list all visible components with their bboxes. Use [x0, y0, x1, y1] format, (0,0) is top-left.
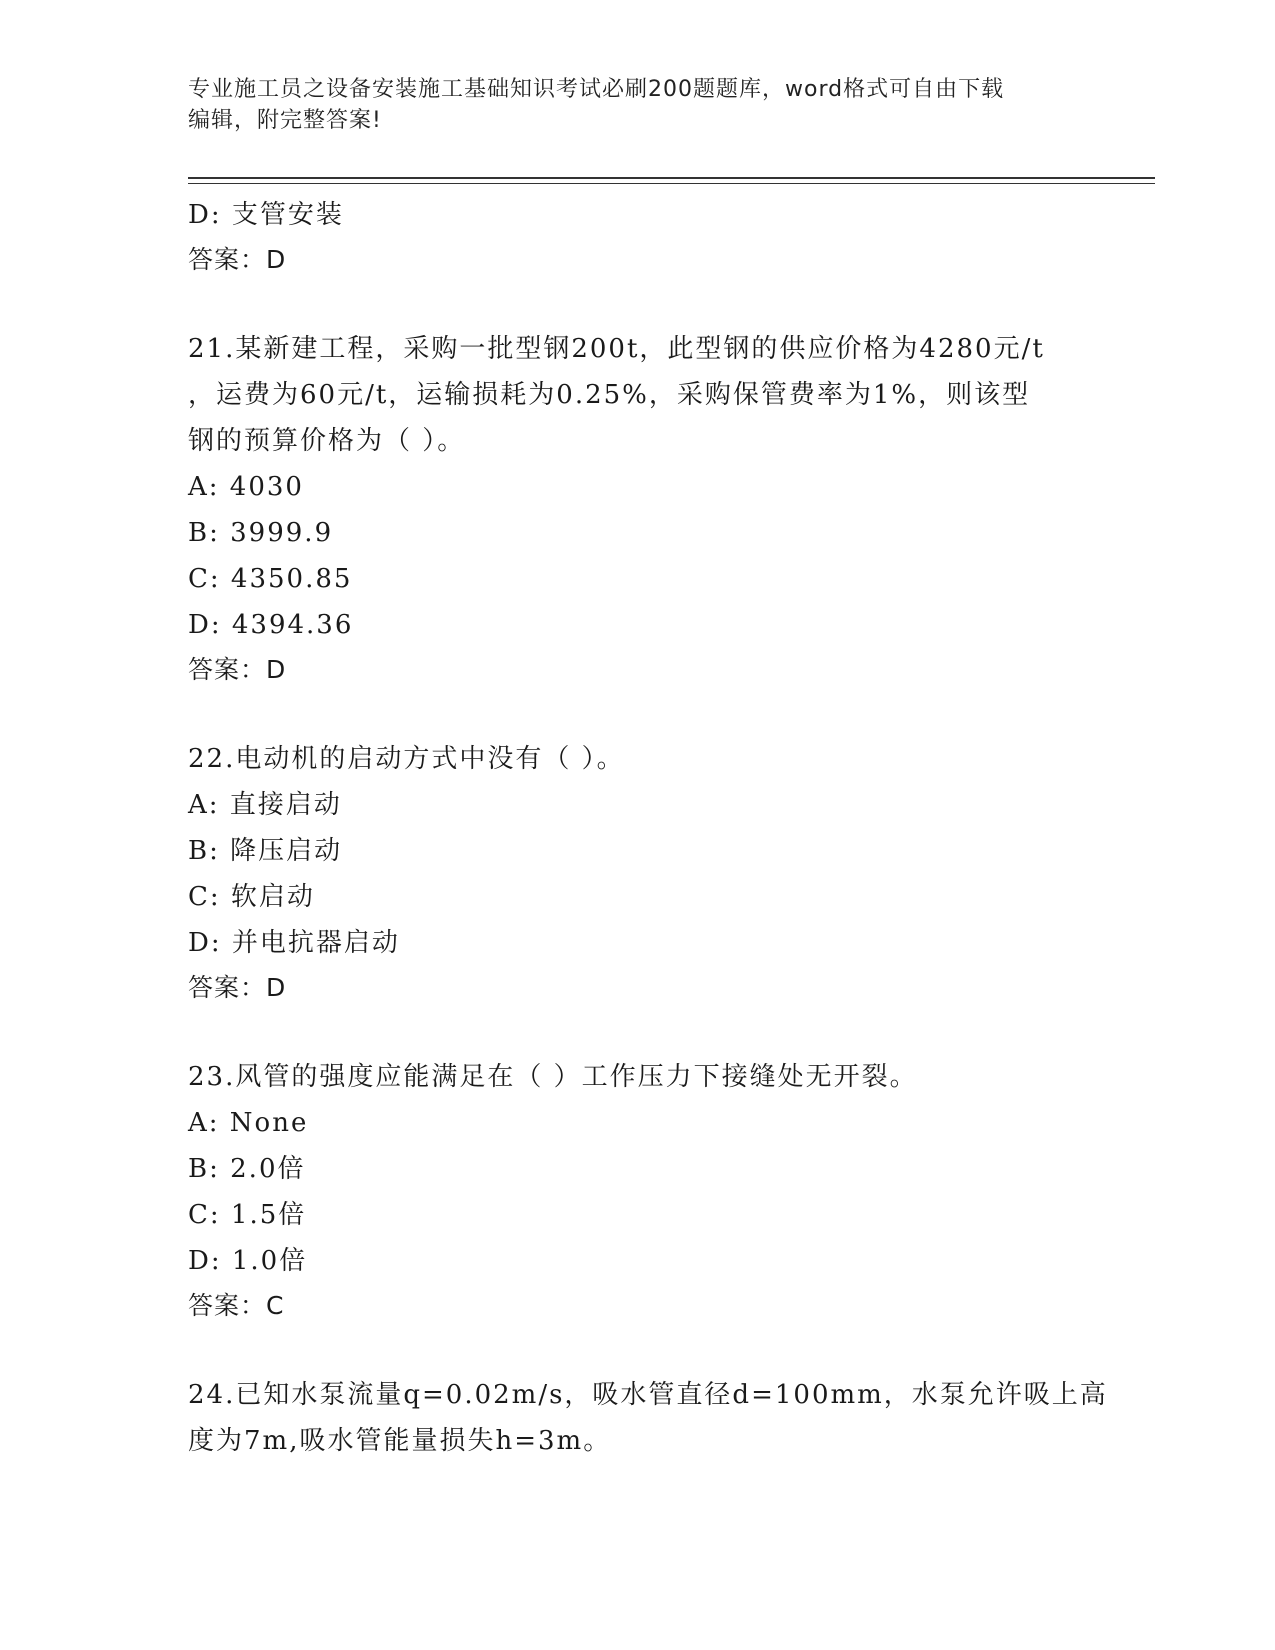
option-a: A: 直接启动 — [188, 790, 342, 820]
prev-answer: 答案：D — [188, 245, 287, 274]
spacer — [188, 282, 1088, 326]
question-stem-line: 22.电动机的启动方式中没有（ ）。 — [188, 744, 625, 774]
question-content — [188, 192, 1108, 1464]
answer: 答案：C — [188, 1291, 285, 1320]
question-22 — [188, 736, 1088, 1010]
question-23 — [188, 1054, 1088, 1328]
option-d: D: 1.0倍 — [188, 1246, 308, 1276]
option-c: C: 软启动 — [188, 882, 315, 912]
option-a: A: None — [188, 1108, 309, 1138]
option-c: C: 1.5倍 — [188, 1200, 307, 1230]
question-stem-line: 钢的预算价格为（ ）。 — [188, 426, 466, 456]
question-24 — [188, 1372, 1108, 1464]
question-stem-line: 24.已知水泵流量q=0.02m/s，吸水管直径d=100mm，水泵允许吸上高 — [188, 1380, 1108, 1410]
spacer — [188, 1010, 1088, 1054]
option-c: C: 4350.85 — [188, 564, 353, 594]
document-header — [188, 74, 1088, 136]
option-b: B: 降压启动 — [188, 836, 343, 866]
spacer — [188, 1328, 1088, 1372]
option-d: D: 并电抗器启动 — [188, 928, 400, 958]
answer: 答案：D — [188, 973, 287, 1002]
spacer — [188, 692, 1088, 736]
question-stem-line: 21.某新建工程，采购一批型钢200t，此型钢的供应价格为4280元/t — [188, 334, 1045, 364]
question-stem-line: 度为7m,吸水管能量损失h=3m。 — [188, 1426, 612, 1456]
header-line-2: 编辑，附完整答案! — [188, 108, 382, 133]
question-stem-line: 23.风管的强度应能满足在（ ）工作压力下接缝处无开裂。 — [188, 1062, 918, 1092]
option-b: B: 3999.9 — [188, 518, 334, 548]
question-stem-line: ，运费为60元/t，运输损耗为0.25%，采购保管费率为1%，则该型 — [188, 380, 1031, 410]
header-divider-thick — [188, 177, 1155, 179]
option-b: B: 2.0倍 — [188, 1154, 306, 1184]
question-21 — [188, 326, 1088, 692]
answer: 答案：D — [188, 655, 287, 684]
prev-option-d: D: 支管安装 — [188, 200, 344, 230]
option-d: D: 4394.36 — [188, 610, 354, 640]
option-a: A: 4030 — [188, 472, 304, 502]
header-divider-thin — [188, 183, 1155, 184]
header-line-1: 专业施工员之设备安装施工基础知识考试必刷200题题库，word格式可自由下载 — [188, 77, 1005, 102]
